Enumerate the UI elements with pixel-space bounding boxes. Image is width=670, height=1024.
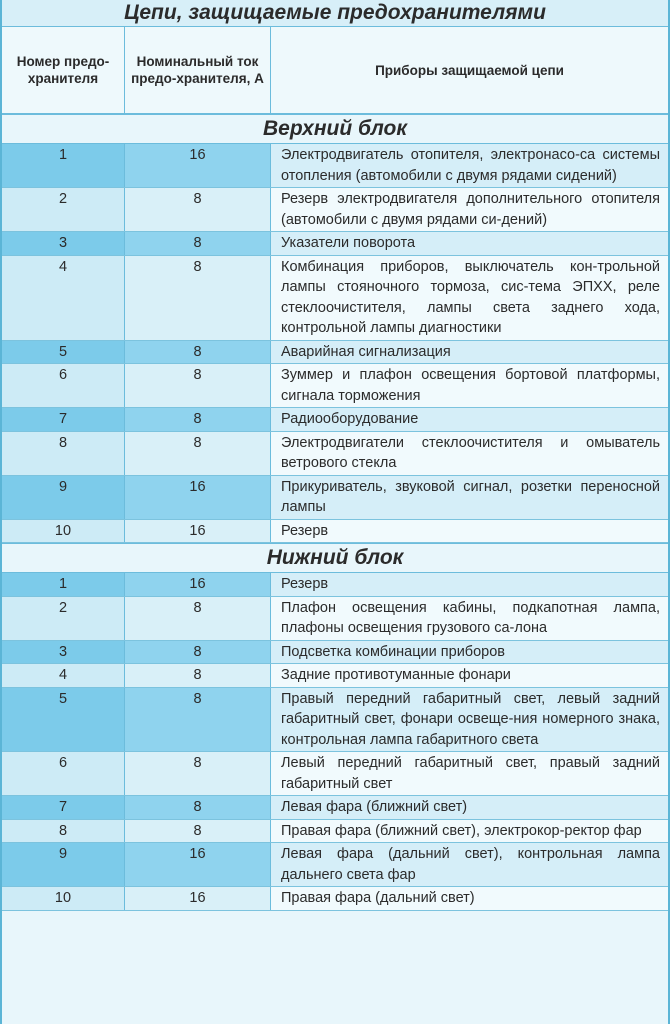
protected-devices-cell: Левая фара (ближний свет)	[271, 796, 668, 819]
protected-devices-cell: Радиооборудование	[271, 408, 668, 431]
rated-current-cell: 8	[125, 597, 271, 640]
protected-devices-cell: Указатели поворота	[271, 232, 668, 255]
table-row	[2, 752, 668, 796]
header-rated-current: Номинальный ток предо-хранителя, А	[125, 27, 271, 113]
table-row	[2, 597, 668, 641]
protected-devices-cell: Электродвигатели стеклоочистителя и омыватель ветрового стекла	[271, 432, 668, 475]
rated-current-cell: 16	[125, 476, 271, 519]
rated-current-cell: 8	[125, 820, 271, 843]
table-row	[2, 520, 668, 544]
header-protected-devices: Приборы защищаемой цепи	[375, 62, 564, 78]
table-row	[2, 820, 668, 844]
section-upper-block: Верхний блок	[2, 114, 668, 144]
protected-devices-cell: Левая фара (дальний свет), контрольная лампа дальнего света фар	[271, 843, 668, 886]
protected-devices-cell: Аварийная сигнализация	[271, 341, 668, 364]
protected-devices-cell: Правая фара (дальний свет)	[271, 887, 668, 910]
fuse-number-cell: 10	[2, 520, 125, 543]
protected-devices-cell: Правый передний габаритный свет, левый задний габаритный свет, фонари освеще-ния номерного знака, контрольная лампа габаритного света	[271, 688, 668, 752]
table-title: Цепи, защищаемые предохранителями	[2, 0, 668, 27]
protected-devices-cell: Подсветка комбинации приборов	[271, 641, 668, 664]
rated-current-cell: 8	[125, 341, 271, 364]
section-lower-block: Нижний блок	[2, 543, 668, 573]
table-row	[2, 476, 668, 520]
header-fuse-number: Номер предо-хранителя	[2, 27, 125, 113]
fuse-number-cell: 2	[2, 597, 125, 640]
protected-devices-cell: Комбинация приборов, выключатель кон-трольной лампы стояночного тормоза, сис-тема ЭПХХ, реле стеклоочистителя, лампы света заднего хода, контрольной лампы диагностики	[271, 256, 668, 340]
protected-devices-cell: Резерв	[271, 573, 668, 596]
rated-current-cell: 8	[125, 752, 271, 795]
fuse-number-cell: 5	[2, 688, 125, 752]
fuse-number-cell: 8	[2, 820, 125, 843]
rated-current-cell: 16	[125, 843, 271, 886]
fuse-number-cell: 7	[2, 408, 125, 431]
rated-current-cell: 8	[125, 364, 271, 407]
rated-current-cell: 16	[125, 520, 271, 543]
rated-current-cell: 8	[125, 188, 271, 231]
table-row	[2, 144, 668, 188]
rated-current-cell: 16	[125, 573, 271, 596]
protected-devices-cell: Задние противотуманные фонари	[271, 664, 668, 687]
fuse-number-cell: 10	[2, 887, 125, 910]
fuse-number-cell: 2	[2, 188, 125, 231]
table-row	[2, 843, 668, 887]
fuse-number-cell: 7	[2, 796, 125, 819]
table-row	[2, 641, 668, 665]
rated-current-cell: 8	[125, 408, 271, 431]
table-row	[2, 688, 668, 753]
protected-devices-cell: Резерв	[271, 520, 668, 543]
rated-current-cell: 8	[125, 664, 271, 687]
protected-devices-cell: Плафон освещения кабины, подкапотная лампа, плафоны освещения грузового са-лона	[271, 597, 668, 640]
fuse-number-cell: 1	[2, 144, 125, 187]
fuse-number-cell: 3	[2, 232, 125, 255]
protected-devices-cell: Резерв электродвигателя дополнительного отопителя (автомобили с двумя рядами си-дений)	[271, 188, 668, 231]
table-row	[2, 664, 668, 688]
table-row	[2, 188, 668, 232]
rated-current-cell: 8	[125, 688, 271, 752]
protected-devices-cell: Электродвигатель отопителя, электронасо-са системы отопления (автомобили с двумя рядами сидений)	[271, 144, 668, 187]
fuse-number-cell: 4	[2, 664, 125, 687]
table-row	[2, 432, 668, 476]
lower-block-rows	[2, 573, 668, 911]
rated-current-cell: 8	[125, 256, 271, 340]
fuse-number-cell: 4	[2, 256, 125, 340]
protected-devices-cell: Левый передний габаритный свет, правый задний габаритный свет	[271, 752, 668, 795]
table-row	[2, 408, 668, 432]
upper-block-rows	[2, 144, 668, 543]
protected-devices-cell: Правая фара (ближний свет), электрокор-ректор фар	[271, 820, 668, 843]
rated-current-cell: 16	[125, 887, 271, 910]
fuse-number-cell: 3	[2, 641, 125, 664]
protected-devices-cell: Прикуриватель, звуковой сигнал, розетки переносной лампы	[271, 476, 668, 519]
fuse-number-cell: 9	[2, 476, 125, 519]
table-row	[2, 341, 668, 365]
table-row	[2, 887, 668, 911]
fuse-number-cell: 1	[2, 573, 125, 596]
table-row	[2, 364, 668, 408]
rated-current-cell: 8	[125, 796, 271, 819]
rated-current-cell: 16	[125, 144, 271, 187]
table-row	[2, 573, 668, 597]
fuse-number-cell: 6	[2, 364, 125, 407]
fuse-number-cell: 9	[2, 843, 125, 886]
table-header	[2, 27, 668, 114]
fuse-number-cell: 6	[2, 752, 125, 795]
protected-devices-cell: Зуммер и плафон освещения бортовой платформы, сигнала торможения	[271, 364, 668, 407]
table-row	[2, 796, 668, 820]
rated-current-cell: 8	[125, 641, 271, 664]
fuse-number-cell: 8	[2, 432, 125, 475]
table-row	[2, 232, 668, 256]
rated-current-cell: 8	[125, 432, 271, 475]
table-row	[2, 256, 668, 341]
fuse-number-cell: 5	[2, 341, 125, 364]
rated-current-cell: 8	[125, 232, 271, 255]
